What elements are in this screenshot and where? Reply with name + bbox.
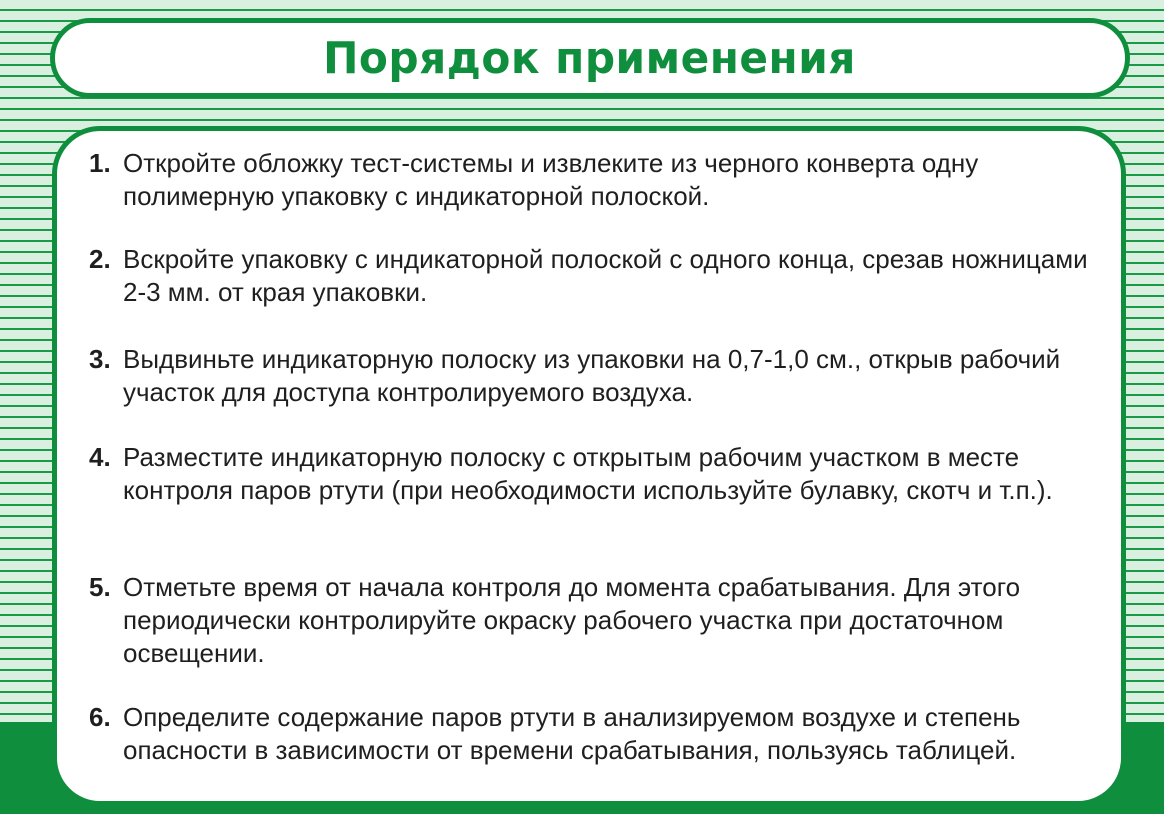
step-item-4 [89, 441, 1101, 507]
step-text: Вскройте упаковку с индикаторной полоской с одного конца, срезав ножницами 2-3 мм. от края упаковки. [123, 244, 1088, 307]
step-item-3 [89, 343, 1101, 409]
step-text: Разместите индикаторную полоску с открытым рабочим участком в месте контроля паров ртути (при необходимости используйте булавку, скотч и т.п.). [123, 442, 1053, 505]
step-item-2 [89, 243, 1101, 309]
step-text: Выдвиньте индикаторную полоску из упаковки на 0,7-1,0 см., открыв рабочий участок для доступа контролируемого воздуха. [123, 344, 1061, 407]
step-text: Определите содержание паров ртути в анализируемом воздухе и степень опасности в зависимости от времени срабатывания, пользуясь таблицей. [123, 702, 1021, 765]
step-text: Откройте обложку тест-системы и извлеките из черного конверта одну полимерную упаковку с индикаторной полоской. [123, 148, 979, 211]
step-number: 1. [89, 148, 111, 178]
title-panel [50, 18, 1130, 98]
step-number: 6. [89, 702, 111, 732]
step-number: 4. [89, 442, 111, 472]
step-number: 5. [89, 572, 111, 602]
step-item-6 [89, 701, 1101, 767]
step-text: Отметьте время от начала контроля до момента срабатывания. Для этого периодически контролируйте окраску рабочего участка при достаточном освещении. [123, 572, 1021, 668]
step-item-1 [89, 147, 1101, 213]
page-title: Порядок применения [323, 32, 857, 84]
step-number: 3. [89, 344, 111, 374]
step-item-5 [89, 571, 1101, 670]
instructions-panel [52, 126, 1126, 806]
step-number: 2. [89, 244, 111, 274]
